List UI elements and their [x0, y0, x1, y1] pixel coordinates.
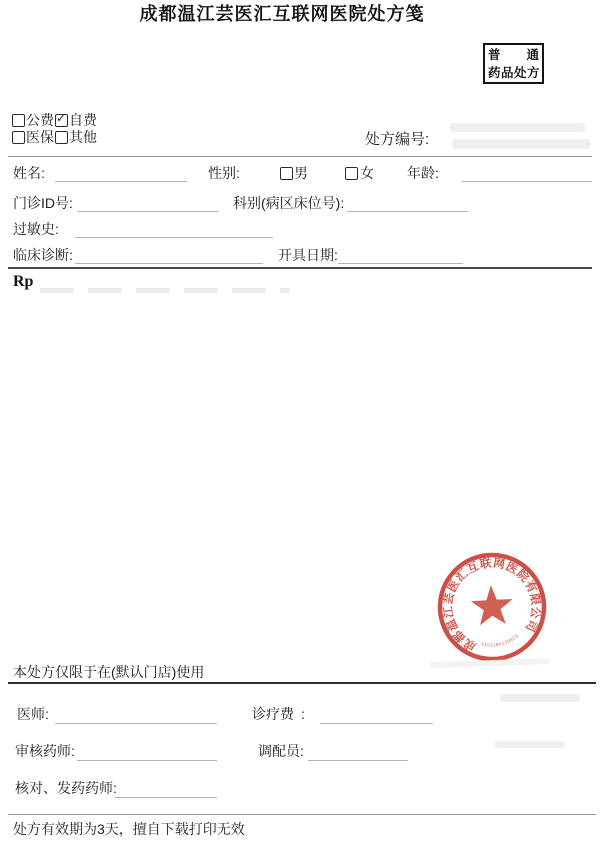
checkbox-public-expense-label: 公费	[26, 112, 54, 128]
scan-artifact	[450, 123, 585, 132]
diagnosis-field[interactable]	[75, 263, 263, 264]
scan-artifact	[40, 288, 290, 293]
issue-date-label: 开具日期:	[278, 247, 338, 263]
age-field[interactable]	[462, 181, 592, 182]
allergy-label: 过敏史:	[13, 221, 59, 237]
physician-label: 医师:	[17, 706, 49, 722]
check-pharmacist-label: 核对、发药药师:	[15, 780, 117, 796]
checkbox-medical-insurance[interactable]	[12, 131, 25, 144]
scan-artifact	[495, 741, 565, 748]
name-field[interactable]	[55, 181, 187, 182]
review-pharmacist-label: 审核药师:	[15, 743, 75, 759]
checkbox-male[interactable]	[280, 167, 293, 180]
fee-colon: :	[301, 706, 305, 722]
checkbox-medical-insurance-label: 医保	[26, 129, 54, 145]
age-label: 年龄:	[407, 165, 439, 181]
department-field[interactable]	[347, 211, 468, 212]
svg-text:5101180120623	[479, 630, 520, 653]
department-label: 科别(病区床位号):	[233, 195, 345, 211]
scan-artifact	[452, 139, 590, 149]
footer-note: 处方有效期为3天，擅自下载打印无效	[13, 821, 245, 837]
rp-label: Rp	[13, 273, 34, 290]
divider-signatures	[8, 682, 596, 684]
type-stamp-line2: 药品处方	[488, 66, 541, 80]
divider-rp	[8, 267, 592, 269]
checkbox-other-label: 其他	[69, 129, 97, 145]
gender-label: 性别:	[208, 165, 240, 181]
usage-note: 本处方仅限于在(默认门店)使用	[13, 664, 205, 680]
allergy-field[interactable]	[75, 237, 273, 238]
checkbox-public-expense[interactable]	[12, 114, 25, 127]
outpatient-id-label: 门诊ID号:	[13, 195, 73, 211]
checkbox-self-pay-label: 自费	[69, 112, 97, 128]
diagnosis-label: 临床诊断:	[13, 247, 73, 263]
name-label: 姓名:	[13, 165, 45, 181]
company-seal	[422, 537, 562, 677]
prescription-type-stamp	[483, 43, 544, 84]
divider-top	[8, 156, 592, 157]
page-title: 成都温江芸医汇互联网医院处方笺	[139, 4, 425, 24]
checkbox-self-pay[interactable]	[55, 111, 68, 127]
checkbox-other[interactable]	[55, 131, 68, 144]
dispenser-label: 调配员:	[258, 743, 304, 759]
seal-star-icon	[468, 580, 519, 632]
issue-date-field[interactable]	[338, 263, 463, 264]
female-label: 女	[360, 165, 374, 181]
fee-field[interactable]	[320, 723, 433, 724]
male-label: 男	[294, 165, 308, 181]
seal-serial-text: 5101180120623	[480, 633, 520, 648]
check-pharmacist-field[interactable]	[115, 797, 217, 798]
type-stamp-char2: 通	[526, 48, 539, 62]
type-stamp-line1	[488, 46, 539, 64]
checkbox-female[interactable]	[345, 167, 358, 180]
review-pharmacist-field[interactable]	[77, 760, 217, 761]
physician-field[interactable]	[55, 723, 217, 724]
prescription-no-label: 处方编号:	[365, 131, 430, 148]
seal-company-text: 成都温江芸医汇互联网医院有限公司	[442, 557, 542, 653]
dispenser-field[interactable]	[308, 760, 408, 761]
fee-label: 诊疗费	[252, 706, 294, 722]
outpatient-id-field[interactable]	[78, 211, 218, 212]
checkmark-icon: ✓	[56, 111, 67, 125]
divider-footer	[8, 814, 596, 815]
type-stamp-char1: 普	[488, 48, 501, 62]
scan-artifact	[500, 694, 580, 702]
